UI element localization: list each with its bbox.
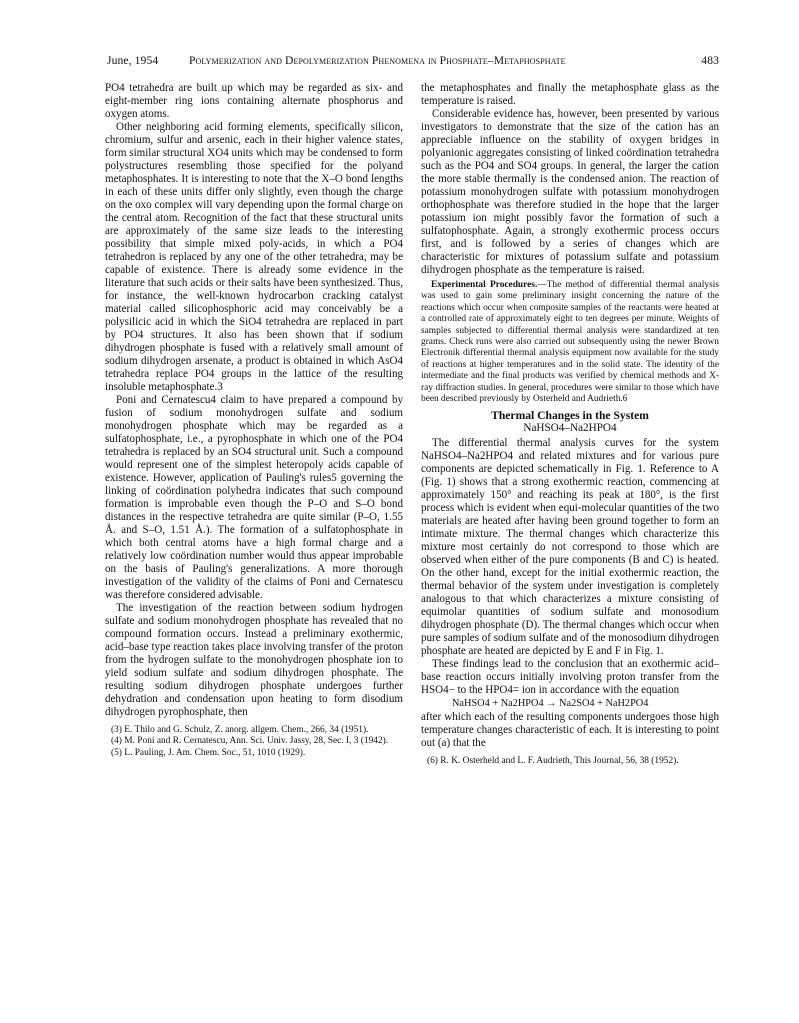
page-header (107, 54, 719, 68)
left-column (105, 82, 403, 759)
paragraph: PO4 tetrahedra are built up which may be regarded as six- and eight-member ring ions containing alternate phosphorus and oxygen atoms. (105, 82, 403, 120)
page-number: 483 (701, 54, 719, 67)
run-in-heading: Experimental Procedures. (431, 280, 538, 290)
section-heading: Thermal Changes in the System (491, 409, 649, 423)
paragraph: Other neighboring acid forming elements, specifically silicon, chromium, sulfur and arsenic, each in their higher valence states, form similar structural XO4 units which may be condensed to form polystructures resembling those specified for the polyand metaphosphates. It is interesting to note that the X–O bond lengths in each of these units differ only slightly, even though the charge on the oxo complex will vary depending upon the formal charge on the central atom. Recognition of the fact that these structural units are approximately of the same size leads to the interesting possibility that simple mixed poly-acids, in which a PO4 tetrahedron is replaced by any one of the other tetrahedra, may be capable of existence. There is already some evidence in the literature that such acids or their salts have been synthesized. Thus, for instance, the well-known hydrocarbon cracking catalyst material called silicophosphoric acid may conceivably be a polysilicic acid in which the SiO4 tetrahedra are replaced in part by PO4 structures. It also has been shown that if sodium dihydrogen phosphate is fused with a relatively small amount of sodium dihydrogen arsenate, a product is obtained in which AsO4 tetrahedra replace PO4 groups in the lattice of the resulting insoluble metaphosphate.3 (105, 121, 403, 393)
paragraph: after which each of the resulting components undergoes those high temperature changes characteristic of each. It is interesting to point out (a) that the (421, 711, 719, 750)
footnote: (5) L. Pauling, J. Am. Chem. Soc., 51, 1010 (1929). (111, 747, 306, 758)
footnotes (421, 756, 719, 767)
right-column (421, 82, 719, 768)
footnote: (4) M. Poni and R. Cernatescu, Ann. Sci. Univ. Jassy, 28, Sec. I, 3 (1942). (111, 736, 389, 747)
section-subheading: NaHSO4–Na2HPO4 (523, 422, 617, 435)
paragraph: the metaphosphates and finally the metaphosphate glass as the temperature is raised. (421, 82, 719, 107)
header-title: Polymerization and Depolymerization Phenomena in Phosphate–Metaphosphate (189, 54, 566, 67)
chemical-equation: NaHSO4 + Na2HPO4 → Na2SO4 + NaH2PO4 (452, 698, 649, 710)
paragraph: Poni and Cernatescu4 claim to have prepared a compound by fusion of sodium monohydrogen sulfate and sodium monohydrogen phosphate which may be regarded as a sulfatophosphate, i.e., a pyrophosphate in which one of the PO4 tetrahedra is replaced by an SO4 structural unit. Such a compound would represent one of the simplest heteropoly acids capable of existence. However, application of Pauling's rules5 governing the linking of coördination polyhedra indicates that such compound formation is improbable even though the P–O and S–O bond distances in the respective tetrahedra are quite similar (P–O, 1.55 Å. and S–O, 1.51 Å.). The formation of a sulfatophosphate in which both central atoms have a high formal charge and a relatively low coördination number would thus appear improbable on the basis of Pauling's generalizations. A more thorough investigation of the validity of the claims of Poni and Cernatescu was therefore considered advisable. (105, 394, 403, 601)
paragraph: These findings lead to the conclusion that an exothermic acid–base reaction occurs initially involving proton transfer from the HSO4− to the HPO4= ion in accordance with the equation (421, 658, 719, 697)
paragraph: The differential thermal analysis curves for the system NaHSO4–Na2HPO4 and related mixtures and for various pure components are depicted schematically in Fig. 1. Reference to A (Fig. 1) shows that a strong exothermic reaction, commencing at approximately 150° and reaching its peak at 180°, is the first process which is evident when equi-molecular quantities of the two materials are heated after having been ground together to form an intimate mixture. The thermal changes which characterize this mixture most certainly do not correspond to those which are observed when either of the pure components (B and C) is heated. On the other hand, except for the initial exothermic reaction, the thermal behavior of the system under investigation is completely analogous to that which characterizes a mixture consisting of equimolar quantities of sodium sulfate and monosodium dihydrogen phosphate (D). The thermal changes which occur when pure samples of sodium sulfate and of the monosodium dihydrogen phosphate are heated are depicted by E and F in Fig. 1. (421, 437, 719, 658)
header-date: June, 1954 (107, 54, 159, 67)
experimental-procedures (421, 280, 719, 405)
paragraph: Considerable evidence has, however, been presented by various investigators to demonstrate that the size of the cation has an appreciable influence on the stability of oxygen bridges in polyanionic aggregates consisting of linked coördination tetrahedra such as the PO4 and SO4 groups. In general, the larger the cation the more stable thermally is the condensed anion. The reaction of potassium monohydrogen sulfate with potassium monohydrogen orthophosphate was therefore studied in the hope that the larger potassium ion might possibly favor the formation of such a sulfatophosphate. Again, a strongly exothermic process occurs first, and is followed by a series of changes which are characteristic for mixtures of potassium sulfate and potassium dihydrogen phosphate as the temperature is raised. (421, 108, 719, 276)
experimental-paragraph (421, 280, 719, 405)
footnote: (6) R. K. Osterheld and L. F. Audrieth, This Journal, 56, 38 (1952). (427, 756, 679, 767)
paragraph: The investigation of the reaction between sodium hydrogen sulfate and sodium monohydrogen phosphate has revealed that no compound formation occurs. Instead a preliminary exothermic, acid–base type reaction takes place involving transfer of the proton from the hydrogen sulfate to the monohydrogen phosphate ion to yield sodium sulfate and sodium dihydrogen phosphate. The resulting sodium dihydrogen phosphate undergoes further dehydration and condensation upon heating to form disodium dihydrogen pyrophosphate, then (105, 602, 403, 718)
footnotes (105, 725, 403, 759)
footnote: (3) E. Thilo and G. Schulz, Z. anorg. allgem. Chem., 266, 34 (1951). (111, 725, 369, 735)
experimental-text: —The method of differential thermal analysis was used to gain some preliminary insight concerning the nature of the reactions which occur when composite samples of the reactants were heated at a controlled rate of approximately eight to ten degrees per minute. Weights of samples subjected to differential thermal analysis were standardized at ten grams. Check runs were also carried out subsequently using the newer Brown Electronik differential thermal analysis equipment now available for the study of reactions at higher temperatures and in the solid state. The identity of the intermediate and the final products was verified by chemical methods and X-ray diffraction studies. In general, procedures were similar to those which have been described previously by Osterheld and Audrieth.6 (421, 280, 719, 405)
